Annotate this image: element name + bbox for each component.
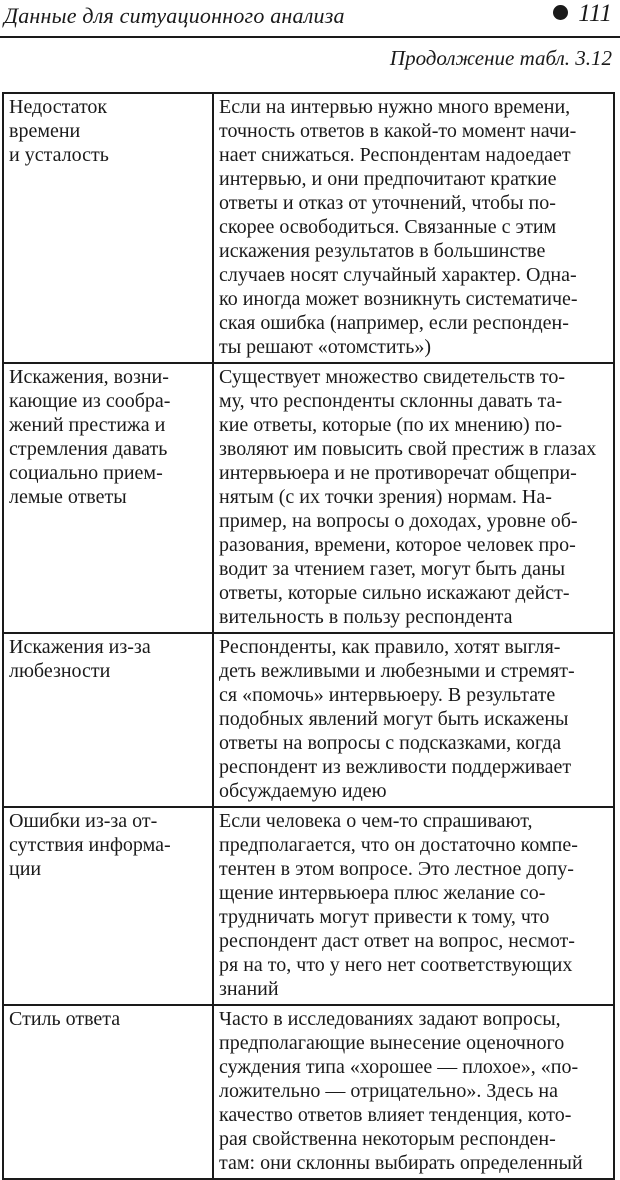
factor-text: Искажения, возни- кающие из сообра- жений престижа и стремления давать социально прием- лемые ответы [9,366,171,508]
factor-text: Стиль ответа [9,1008,121,1030]
page-header [0,0,620,38]
description-cell: Если на интервью нужно много времени, точность ответов в какой-то момент начи- нает снижаться. Респондентам надоедает интервью, и они предпочитают краткие ответы и отказ от уточнений, чтобы по- скорее освободиться. Связанные с этим искажения результатов в большинстве случаев носят случайный характер. Одна- ко иногда может возникнуть систематиче- ская ошибка (например, если респонден- ты решают «отомстить») [213,93,614,363]
description-cell: Если человека о чем-то спрашивают, предполагается, что он достаточно компе- тентен в этом вопросе. Это лестное допу- щение интервьюера плюс желание со- трудничать могут привести к тому, что респондент даст ответ на вопрос, несмот- ря на то, что у него нет соответствующих знаний [213,807,614,1005]
bullet-icon [553,5,568,20]
table-row [3,633,614,807]
table-row [3,363,614,633]
description-cell: Часто в исследованиях задают вопросы, предполагающие вынесение оценочного суждения типа «хорошее — плохое», «по- ложительно — отрицательно». Здесь на качество ответов влияет тенденция, кото- рая свойственна некоторым респонден- там: они склонны выбирать определенный [213,1005,614,1179]
table-row [3,93,614,363]
description-cell: Существует множество свидетельств то- му, что респонденты склонны давать та- кие ответы, которые (по их мнению) по- зволяют им повысить свой престиж в глазах интервьюера и не противоречат общепри- нятым (с их точки зрения) нормам. На- пример, на вопросы о доходах, уровне об- разования, времени, которое человек про- водит за чтением газет, могут быть даны ответы, которые сильно искажают дейст- вительность в пользу респондента [213,363,614,633]
description-cell: Респонденты, как правило, хотят выгля- деть вежливыми и любезными и стремят- ся «помочь» интервьюеру. В результате подобных явлений могут быть искажены ответы на вопросы с подсказками, когда респондент из вежливости поддерживает обсуждаемую идею [213,633,614,807]
running-title: Данные для ситуационного анализа [4,3,345,28]
table-row [3,807,614,1005]
factor-cell [3,1005,213,1179]
page-number-block [553,0,612,28]
table-row [3,1005,614,1179]
factor-cell [3,807,213,1005]
page-number: 111 [578,0,612,27]
factor-text: Искажения из-за любезности [9,636,151,682]
factor-cell [3,363,213,633]
factor-text: Недостаток времени и усталость [9,96,109,166]
factor-cell [3,93,213,363]
factor-cell [3,633,213,807]
table-continuation-label: Продолжение табл. 3.12 [389,46,612,70]
factor-text: Ошибки из-за от- сутствия информа- ции [9,810,171,880]
factors-table [2,92,615,1180]
